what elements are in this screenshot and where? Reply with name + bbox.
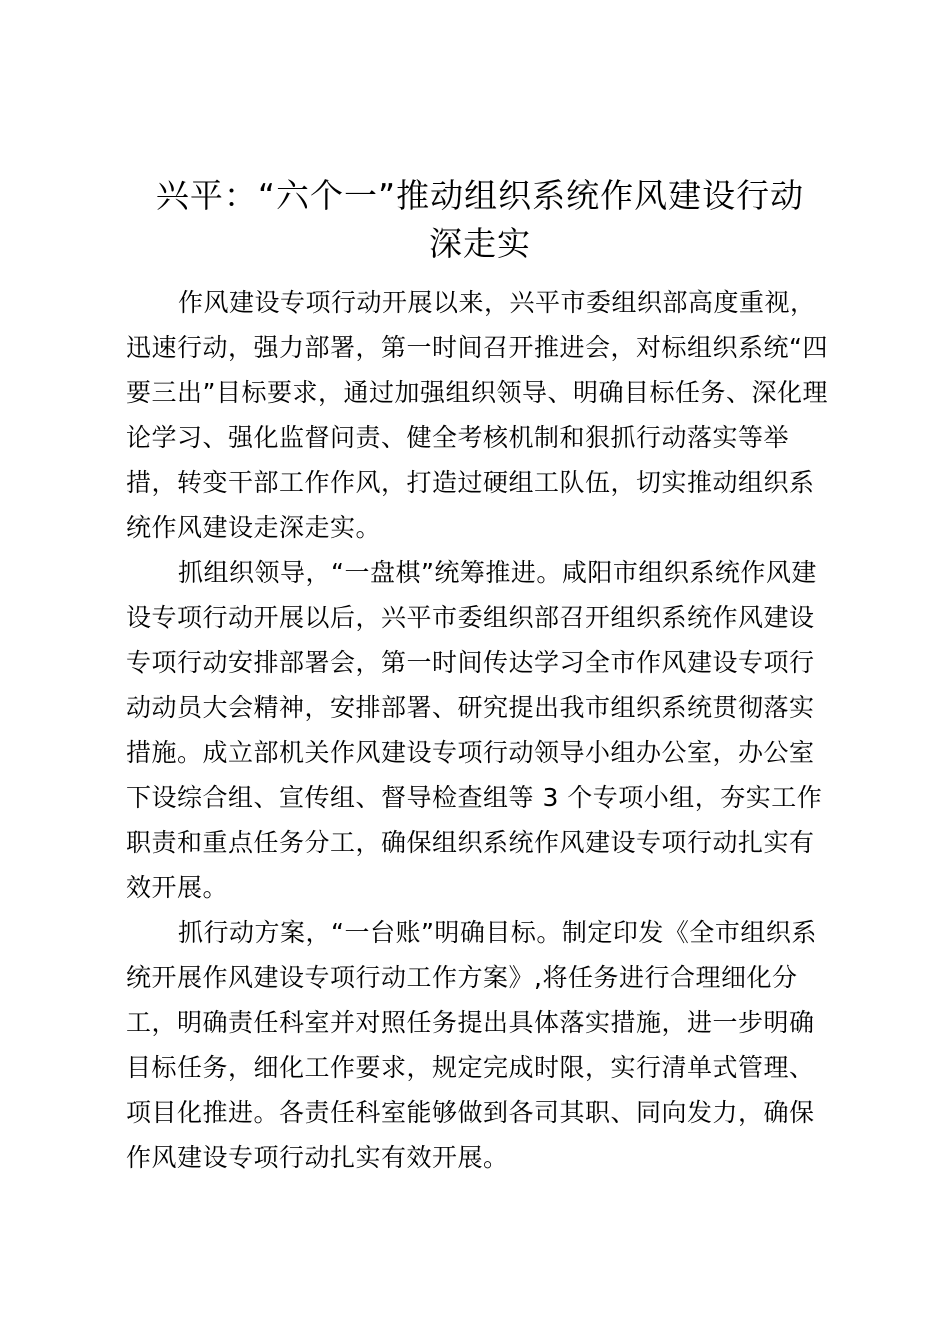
paragraph-line: 工，明确责任科室并对照任务提出具体落实措施，进一步明确 <box>126 1008 815 1037</box>
paragraph-line: 措施。成立部机关作风建设专项行动领导小组办公室，办公室 <box>126 738 815 767</box>
paragraph-line: 下设综合组、宣传组、督导检查组等 3 个专项小组，夯实工作 <box>126 783 823 812</box>
paragraph-3 <box>126 910 836 1180</box>
paragraph-line: 作风建设专项行动扎实有效开展。 <box>126 1143 509 1172</box>
document-title-line-2: 深走实 <box>429 224 531 263</box>
document-title-line-1: 兴平：“六个一”推动组织系统作风建设行动 <box>155 176 805 215</box>
paragraph-line: 迅速行动，强力部署，第一时间召开推进会，对标组织系统“四 <box>126 333 828 362</box>
paragraph-line: 效开展。 <box>126 873 229 902</box>
paragraph-line: 专项行动安排部署会，第一时间传达学习全市作风建设专项行 <box>126 648 815 677</box>
paragraph-line: 目标任务，细化工作要求，规定完成时限，实行清单式管理、 <box>126 1053 815 1082</box>
paragraph-line: 设专项行动开展以后，兴平市委组织部召开组织系统作风建设 <box>126 603 815 632</box>
paragraph-line: 作风建设专项行动开展以来，兴平市委组织部高度重视， <box>178 288 816 317</box>
paragraph-line: 职责和重点任务分工，确保组织系统作风建设专项行动扎实有 <box>126 828 815 857</box>
paragraph-1 <box>126 280 836 550</box>
paragraph-line: 统作风建设走深走实。 <box>126 513 382 542</box>
document-body <box>126 280 836 1180</box>
paragraph-line: 统开展作风建设专项行动工作方案》,将任务进行合理细化分 <box>126 963 798 992</box>
paragraph-line: 要三出”目标要求，通过加强组织领导、明确目标任务、深化理 <box>126 378 828 407</box>
paragraph-line: 项目化推进。各责任科室能够做到各司其职、同向发力，确保 <box>126 1098 815 1127</box>
paragraph-line: 抓行动方案，“一台账”明确目标。制定印发《全市组织系 <box>178 918 817 947</box>
paragraph-line: 抓组织领导，“一盘棋”统筹推进。咸阳市组织系统作风建 <box>178 558 817 587</box>
paragraph-line: 动动员大会精神，安排部署、研究提出我市组织系统贯彻落实 <box>126 693 815 722</box>
paragraph-line: 措，转变干部工作作风，打造过硬组工队伍，切实推动组织系 <box>126 468 815 497</box>
paragraph-2 <box>126 550 836 910</box>
paragraph-line: 论学习、强化监督问责、健全考核机制和狠抓行动落实等举 <box>126 423 790 452</box>
